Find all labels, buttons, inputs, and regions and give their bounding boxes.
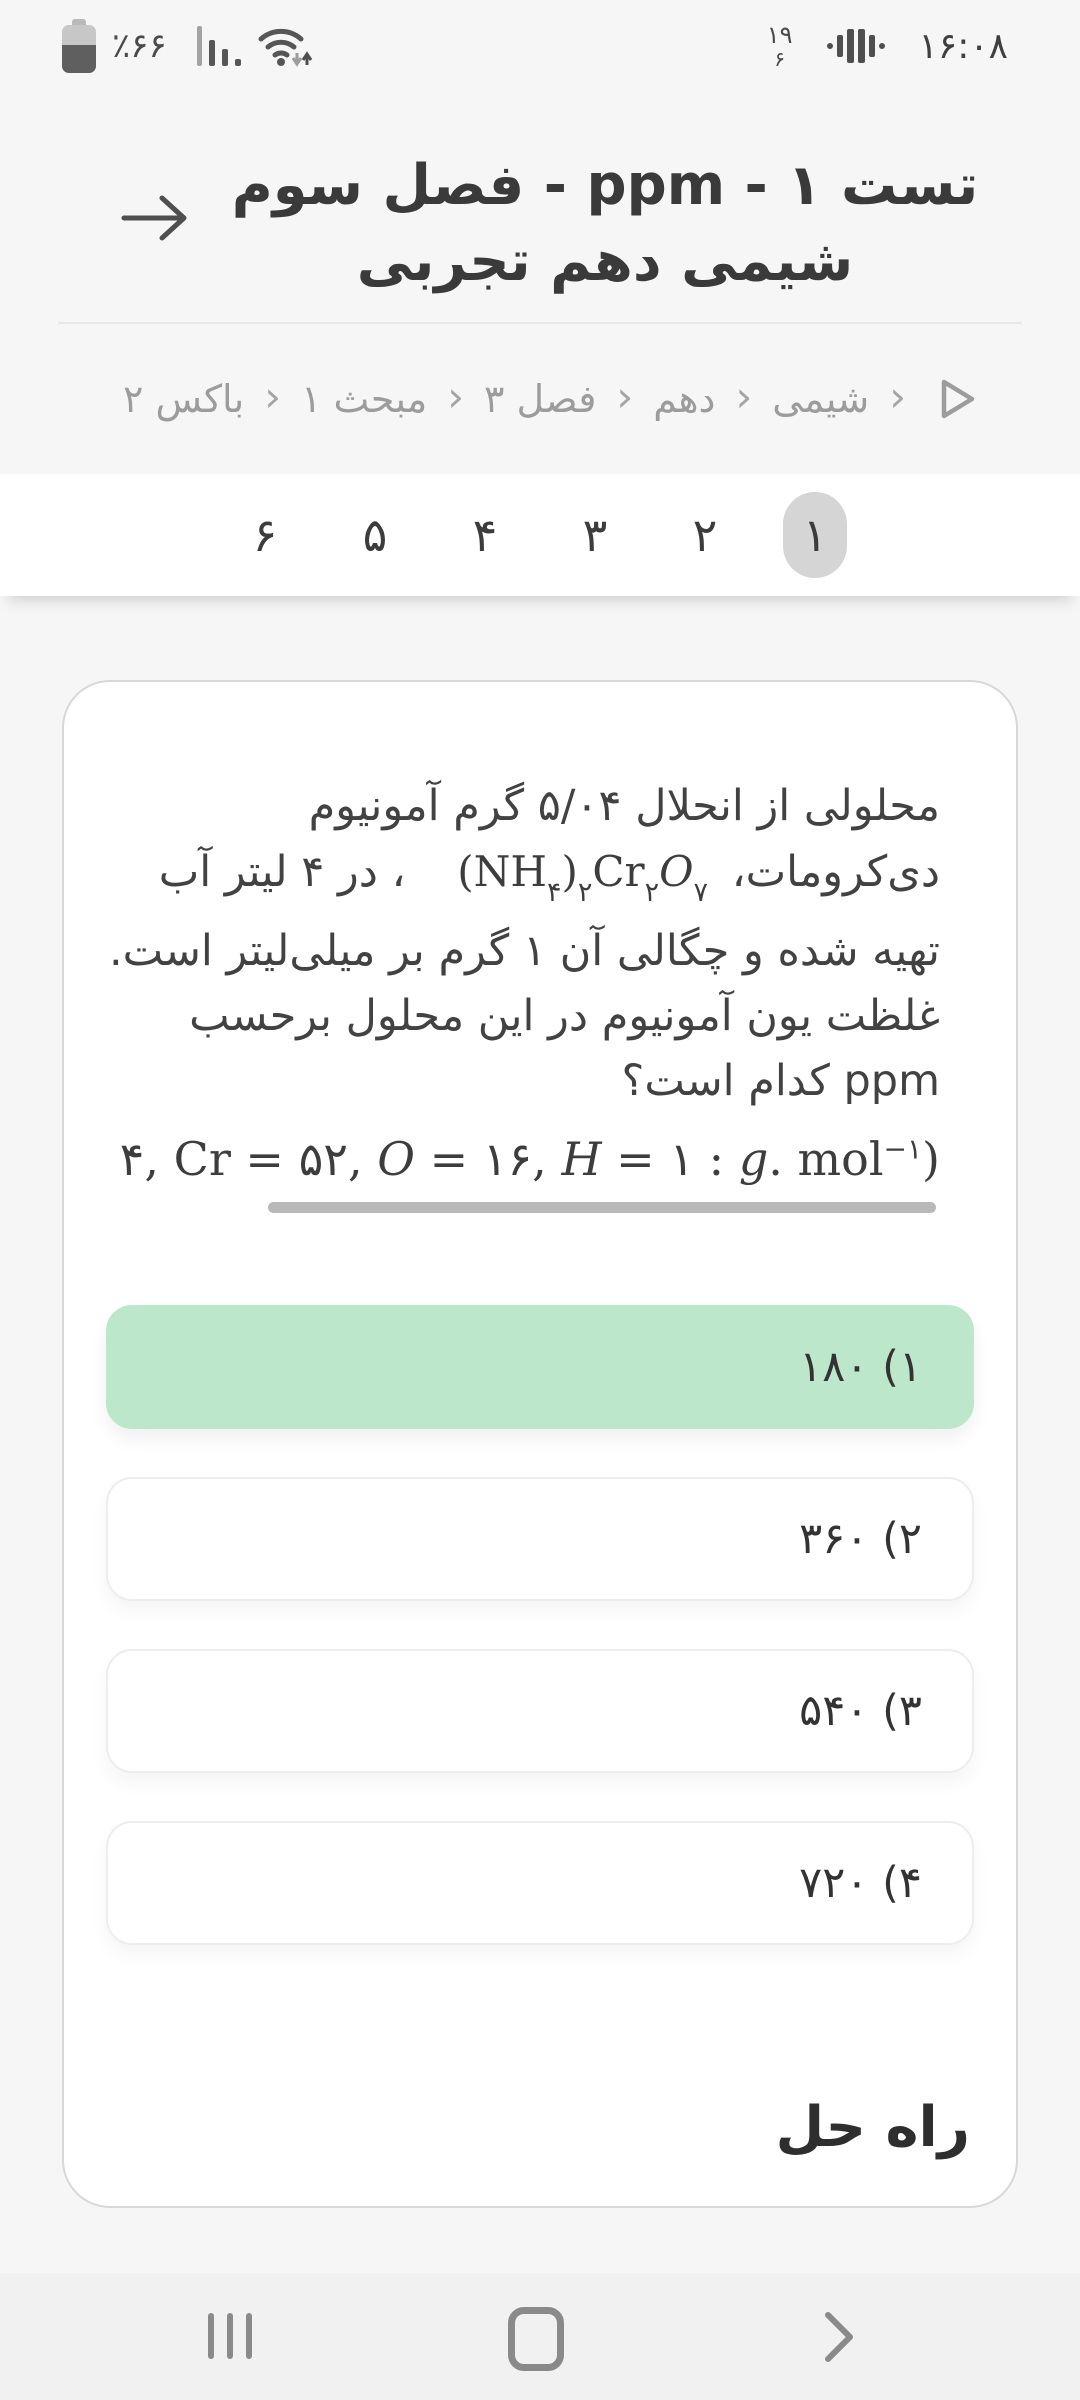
home-icon[interactable] xyxy=(508,2307,564,2371)
answer-option-3[interactable]: ۳) ۵۴۰ xyxy=(106,1649,974,1773)
molar-mass-note: ۴, Cr = ۵۲, O = ۱۶, H = ۱ : g. mol$^{-۱}$) xyxy=(119,1132,940,1187)
question-line2-prefix: دی‌کرومات، xyxy=(731,847,940,897)
status-bar xyxy=(0,0,1080,92)
question-text xyxy=(64,682,1016,1114)
page-header xyxy=(0,92,1080,322)
tab-question-2[interactable]: ۲ xyxy=(692,508,718,562)
battery-icon xyxy=(62,19,96,73)
page-title-line2: شیمی دهم تجربی xyxy=(356,228,854,294)
android-nav-bar xyxy=(0,2273,1080,2400)
back-chevron-icon[interactable] xyxy=(820,2309,860,2369)
tab-question-1[interactable]: ۱ xyxy=(783,492,847,578)
tab-question-3[interactable]: ۳ xyxy=(582,508,608,562)
answer-options xyxy=(64,1305,1016,1945)
breadcrumb-separator: ‹ xyxy=(447,371,464,421)
status-right-group xyxy=(767,23,1008,69)
tab-question-5[interactable]: ۵ xyxy=(362,508,388,562)
horizontal-scrollbar[interactable] xyxy=(268,1202,936,1213)
back-button[interactable] xyxy=(118,190,194,246)
recents-icon[interactable] xyxy=(208,2313,252,2359)
breadcrumb-separator: ‹ xyxy=(889,371,906,421)
arrow-right-icon xyxy=(118,231,194,250)
solution-heading: راه حل xyxy=(775,2095,970,2161)
signal-bars-icon xyxy=(197,26,241,66)
answer-option-1[interactable]: ۱) ۱۸۰ xyxy=(106,1305,974,1429)
status-left-group xyxy=(62,19,313,73)
molar-mass-note-row xyxy=(64,1114,1016,1217)
question-line: غلظت یون آمونیوم در این محلول برحسب xyxy=(189,991,940,1042)
breadcrumb-separator: ‹ xyxy=(616,371,634,421)
clock-label: ۱۶:۰۸ xyxy=(918,25,1008,67)
wifi-icon xyxy=(257,23,313,69)
numeric-badge-icon: ۱۹ ۶ xyxy=(766,21,793,71)
chemical-formula: $(NH_۴)_۲Cr_۲O_۷$ xyxy=(457,847,709,909)
play-outline-icon[interactable] xyxy=(930,373,982,425)
question-line xyxy=(140,839,940,919)
tab-question-4[interactable]: ۴ xyxy=(472,508,498,562)
breadcrumb-item-grade[interactable]: دهم xyxy=(653,377,716,421)
breadcrumb-separator: ‹ xyxy=(264,371,282,421)
question-line: ppm کدام است؟ xyxy=(621,1056,940,1107)
breadcrumb-item-topic[interactable]: مبحث ۱ xyxy=(301,377,428,421)
tab-question-6[interactable]: ۶ xyxy=(252,508,278,562)
question-line: محلولی از انحلال ۵/۰۴ گرم آمونیوم xyxy=(308,781,940,831)
vibrate-icon xyxy=(827,26,885,66)
question-tabs xyxy=(0,474,1080,596)
question-card xyxy=(62,680,1018,2208)
breadcrumb-item-chapter[interactable]: فصل ۳ xyxy=(483,377,597,421)
answer-option-4[interactable]: ۴) ۷۲۰ xyxy=(106,1821,974,1945)
question-line: تهیه شده و چگالی آن ۱ گرم بر میلی‌لیتر است. xyxy=(109,926,940,977)
page-title-line1: تست ۱ - ppm - فصل سوم xyxy=(231,153,979,218)
battery-percent-label: ٪۶۶ xyxy=(112,26,167,66)
question-line2-suffix: ، در ۴ لیتر آب xyxy=(158,847,406,897)
answer-option-2[interactable]: ۲) ۳۶۰ xyxy=(106,1477,974,1601)
breadcrumb xyxy=(0,324,1080,474)
breadcrumb-separator: ‹ xyxy=(735,371,753,421)
breadcrumb-item-box[interactable]: باکس ۲ xyxy=(123,377,245,421)
page-title xyxy=(200,148,1010,299)
breadcrumb-item-chemistry[interactable]: شیمی xyxy=(772,377,870,421)
